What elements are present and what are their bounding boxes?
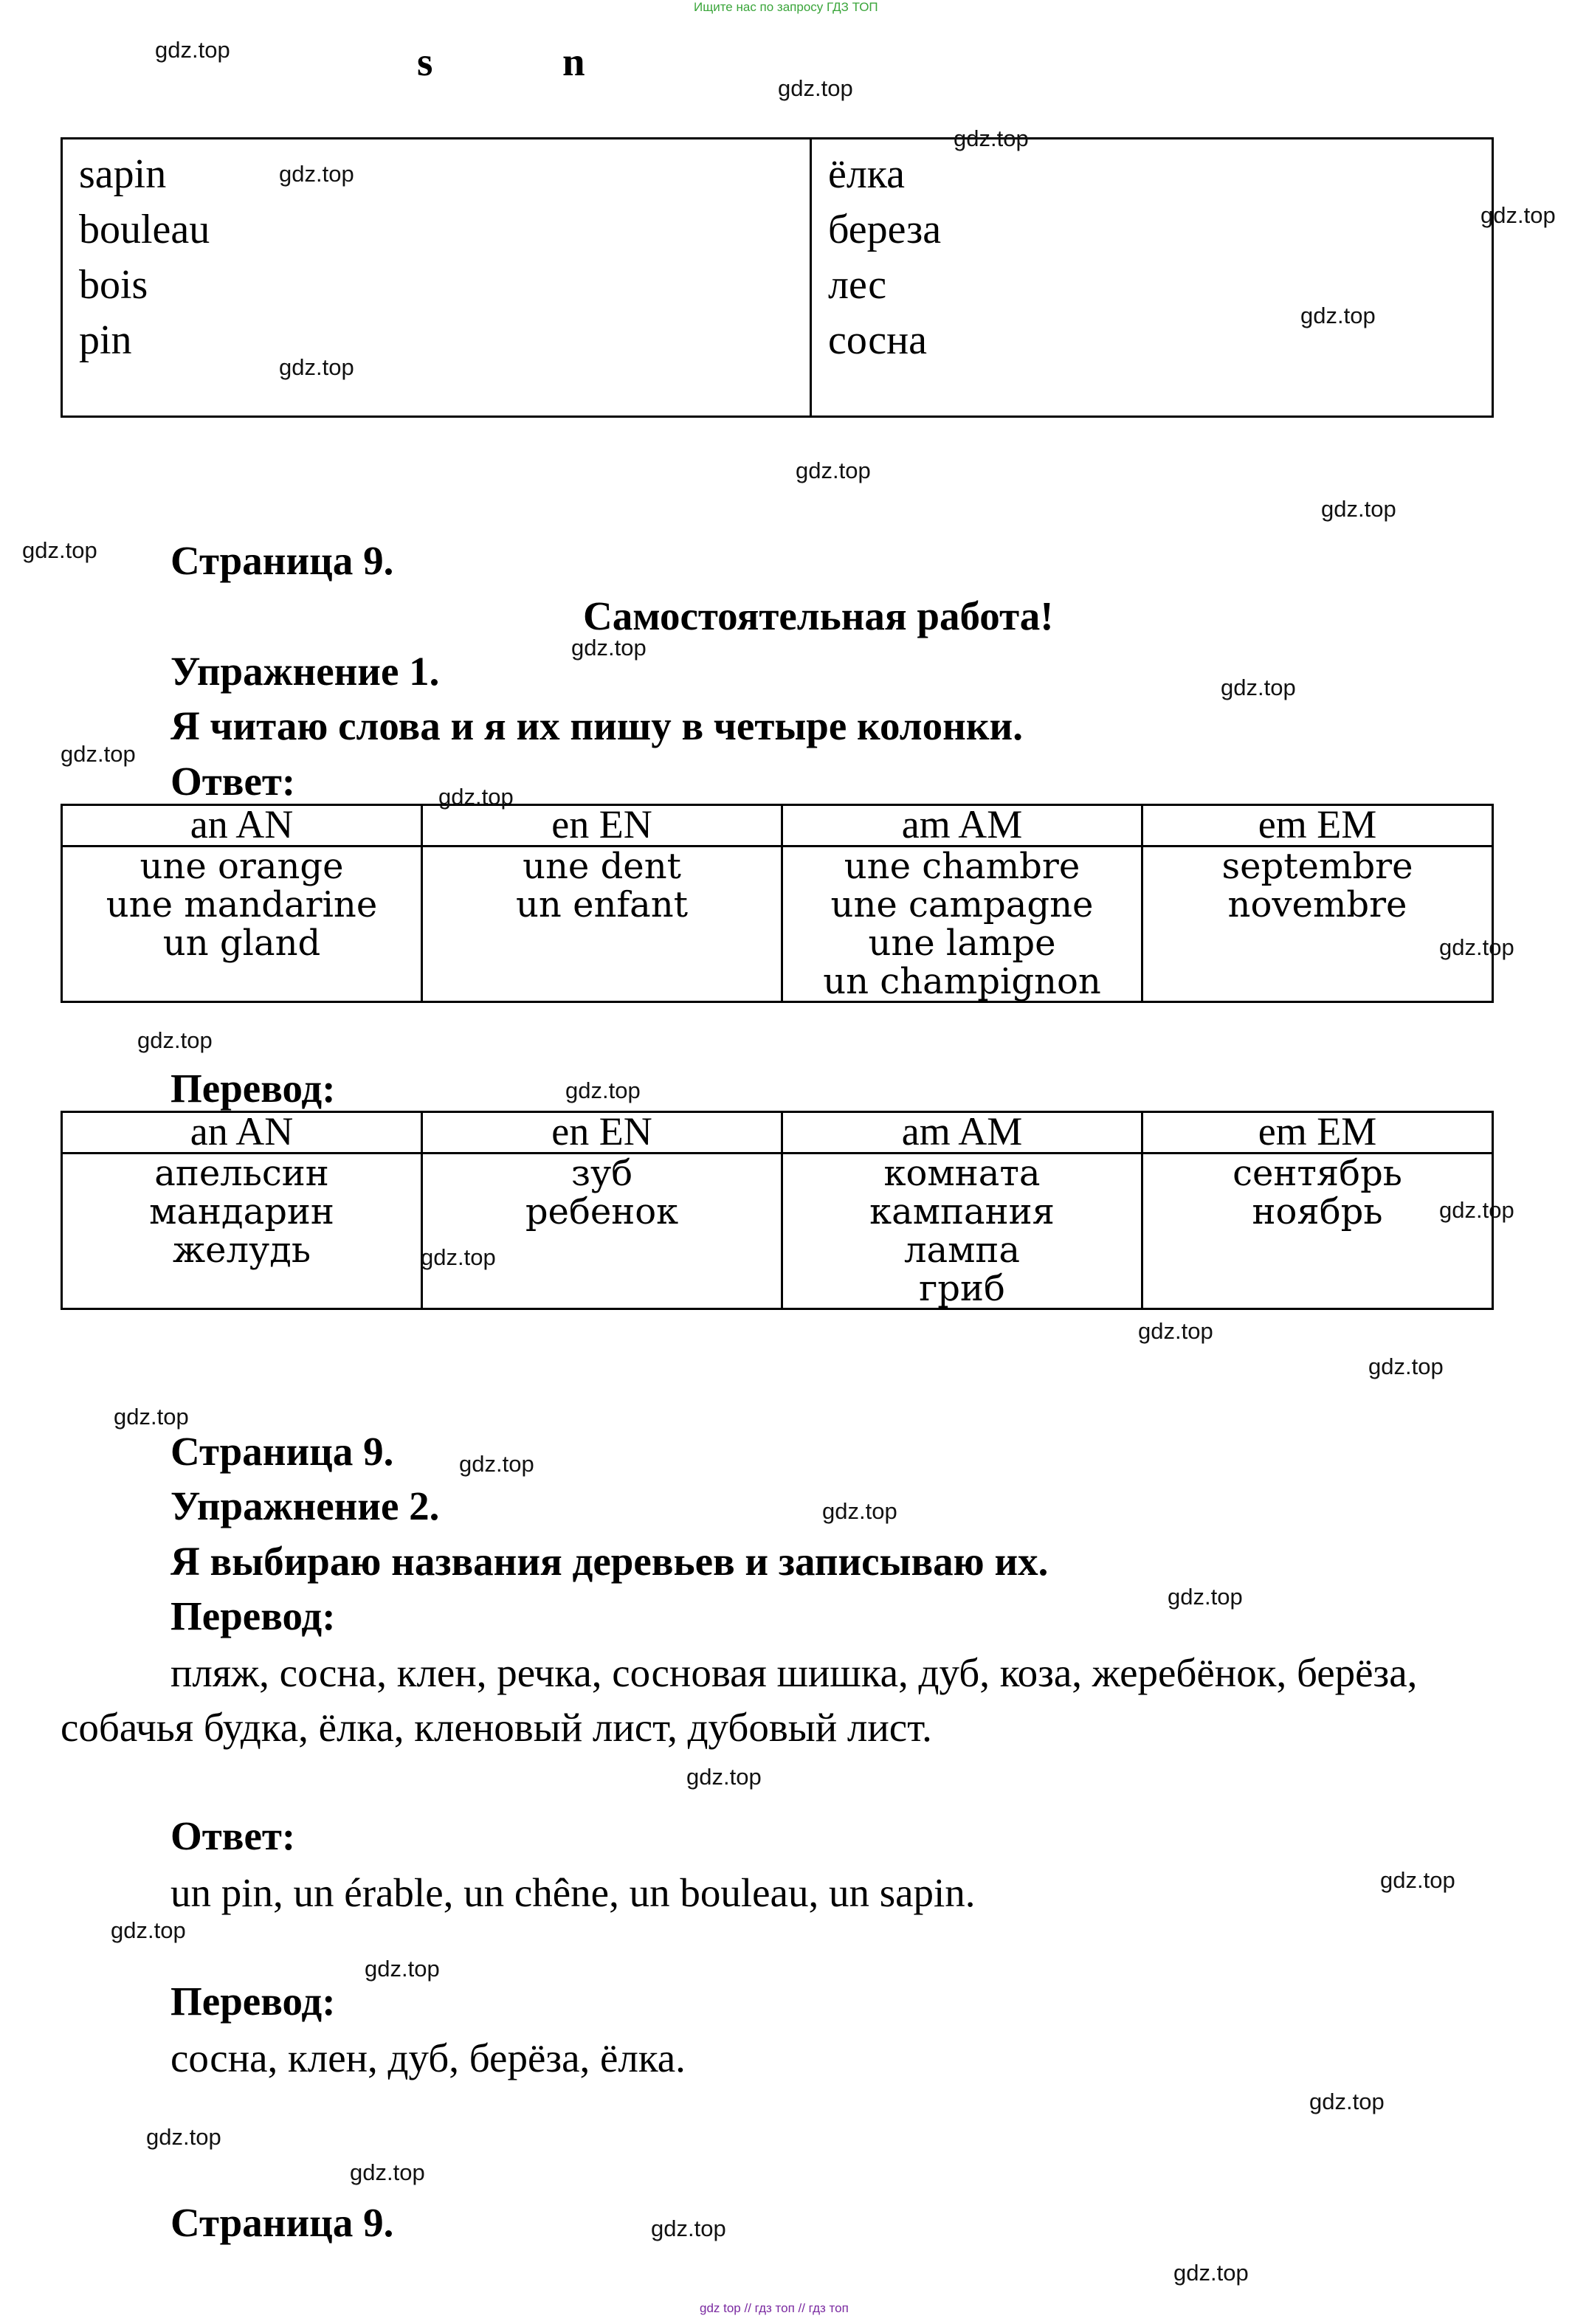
watermark: gdz.top <box>1300 303 1376 328</box>
watermark: gdz.top <box>651 2216 726 2241</box>
translation-header-an: an AN <box>62 1112 422 1154</box>
translation-text-line: собачья будка, ёлка, кленовый лист, дубовый лист. <box>61 1705 932 1750</box>
answer-column-am <box>782 846 1142 1002</box>
translation-label: Перевод: <box>170 1593 336 1638</box>
translation-header-en: en EN <box>422 1112 782 1154</box>
answer-header-am: am AM <box>782 805 1142 846</box>
watermark: gdz.top <box>1168 1584 1243 1610</box>
watermark: gdz.top <box>459 1451 534 1477</box>
watermark: gdz.top <box>365 1956 440 1982</box>
vocab-russian-word: ёлка <box>828 151 906 197</box>
vocab-table <box>61 137 1494 418</box>
watermark: gdz.top <box>1380 1867 1455 1893</box>
watermark: gdz.top <box>1138 1318 1213 1344</box>
translation-word: мандарин <box>149 1191 334 1232</box>
answer-column-an <box>62 846 422 1002</box>
watermark: gdz.top <box>22 537 97 563</box>
translation-word: сентябрь <box>1233 1153 1402 1194</box>
watermark: gdz.top <box>146 2124 221 2150</box>
answer-word: un gland <box>162 923 321 964</box>
answer-word: un champignon <box>823 961 1101 1002</box>
page-heading: Страница 9. <box>170 538 394 583</box>
watermark: gdz.top <box>1221 675 1296 700</box>
answer-header-an: an AN <box>62 805 422 846</box>
translation-word: ребенок <box>525 1191 679 1232</box>
translation-word: желудь <box>173 1230 311 1271</box>
watermark: gdz.top <box>279 161 354 187</box>
translation-column-en <box>422 1154 782 1309</box>
vocab-french-word: sapin <box>79 151 167 197</box>
answer-word: une dent <box>523 846 681 887</box>
watermark: gdz.top <box>822 1498 897 1524</box>
answer-header-en: en EN <box>422 805 782 846</box>
answer-word: un enfant <box>516 884 688 925</box>
translation-column-an <box>62 1154 422 1309</box>
translation-column-em <box>1142 1154 1493 1309</box>
vocab-french-word: bouleau <box>79 207 210 252</box>
watermark: gdz.top <box>1309 2089 1385 2114</box>
answer-word: une campagne <box>830 884 1094 925</box>
translation-word: гриб <box>919 1268 1005 1309</box>
answer-word: novembre <box>1227 884 1407 925</box>
vocab-russian-word: береза <box>828 207 942 252</box>
top-search-note: Ищите нас по запросу ГДЗ ТОП <box>694 0 878 14</box>
vocab-french-word: bois <box>79 262 148 308</box>
watermark: gdz.top <box>565 1077 641 1103</box>
translation-word: комната <box>883 1153 1041 1194</box>
vocab-french-column <box>62 139 811 417</box>
translation-column-am <box>782 1154 1142 1309</box>
watermark: gdz.top <box>796 458 871 483</box>
translation-word: ноябрь <box>1252 1191 1383 1232</box>
translation-text-line: пляж, сосна, клен, речка, сосновая шишка, дуб, коза, жеребёнок, берёза, <box>170 1650 1418 1695</box>
answer-text: un pin, un érable, un chêne, un bouleau, un sapin. <box>170 1870 976 1915</box>
vocab-russian-word: лес <box>828 262 887 308</box>
watermark: gdz.top <box>155 37 230 63</box>
page-heading: Страница 9. <box>170 1429 394 1474</box>
watermark: gdz.top <box>778 75 853 101</box>
translation-word: лампа <box>903 1230 1021 1271</box>
vocab-russian-word: сосна <box>828 317 927 363</box>
answer-word: une orange <box>139 846 344 887</box>
watermark: gdz.top <box>421 1244 496 1270</box>
answer-word: une mandarine <box>106 884 378 925</box>
watermark: gdz.top <box>1439 1197 1514 1223</box>
watermark: gdz.top <box>137 1027 213 1053</box>
translation-header-em: em EM <box>1142 1112 1493 1154</box>
watermark: gdz.top <box>1321 496 1396 522</box>
translation-table <box>61 1111 1494 1310</box>
footer-note: gdz top // гдз топ // гдз топ <box>700 2301 849 2315</box>
vocab-french-word: pin <box>79 317 132 363</box>
answer-header-em: em EM <box>1142 805 1493 846</box>
watermark: gdz.top <box>114 1404 189 1430</box>
exercise-task: Я выбираю названия деревьев и записываю их. <box>170 1539 1049 1584</box>
watermark: gdz.top <box>1439 934 1514 960</box>
watermark: gdz.top <box>1480 202 1556 228</box>
watermark: gdz.top <box>61 741 136 767</box>
watermark: gdz.top <box>954 125 1029 151</box>
answer-word: une lampe <box>868 923 1056 964</box>
exercise-task: Я читаю слова и я их пишу в четыре колонки. <box>170 703 1023 748</box>
translation-word: апельсин <box>154 1153 329 1194</box>
translation-header-am: am AM <box>782 1112 1142 1154</box>
answer-word: septembre <box>1221 846 1413 887</box>
translation-text: сосна, клен, дуб, берёза, ёлка. <box>170 2035 686 2080</box>
answer-column-em <box>1142 846 1493 1002</box>
exercise-heading: Упражнение 1. <box>170 649 440 694</box>
translation-word: зуб <box>570 1153 633 1194</box>
vocab-russian-column <box>811 139 1493 417</box>
watermark: gdz.top <box>279 354 354 380</box>
answer-column-en <box>422 846 782 1002</box>
header-letter-n: n <box>562 39 585 84</box>
watermark: gdz.top <box>1173 2260 1249 2286</box>
translation-label: Перевод: <box>170 1066 336 1111</box>
translation-label: Перевод: <box>170 1979 336 2024</box>
answer-label: Ответ: <box>170 1813 296 1858</box>
watermark: gdz.top <box>111 1917 186 1943</box>
header-letter-s: s <box>417 39 433 84</box>
section-title: Самостоятельная работа! <box>583 593 1054 638</box>
watermark: gdz.top <box>686 1764 762 1790</box>
answer-word: une chambre <box>844 846 1080 887</box>
exercise-heading: Упражнение 2. <box>170 1483 440 1528</box>
watermark: gdz.top <box>571 635 647 661</box>
page-heading: Страница 9. <box>170 2200 394 2245</box>
watermark: gdz.top <box>438 784 514 810</box>
watermark: gdz.top <box>1368 1354 1444 1379</box>
answer-table <box>61 804 1494 1003</box>
answer-label: Ответ: <box>170 759 296 804</box>
translation-word: кампания <box>869 1191 1055 1232</box>
watermark: gdz.top <box>350 2159 425 2185</box>
